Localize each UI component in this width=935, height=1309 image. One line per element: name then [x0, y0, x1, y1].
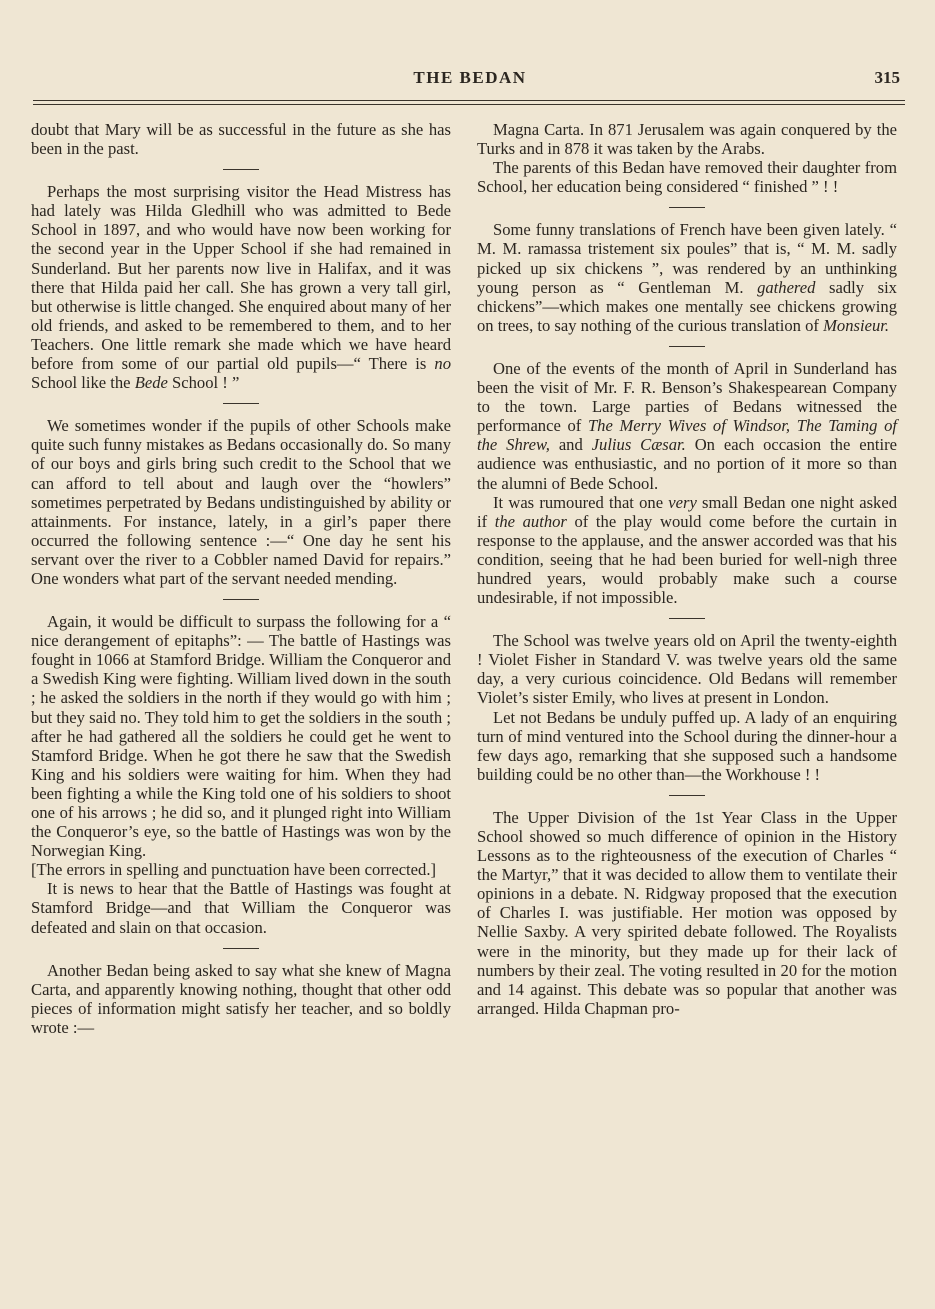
paragraph: doubt that Mary will be as successful in the future as she has been in the past.: [31, 120, 451, 159]
section-divider: [223, 169, 259, 170]
section-divider: [669, 795, 705, 796]
section-divider: [223, 948, 259, 949]
paragraph: Again, it would be difficult to surpass the following for a “ nice derangement of epitaphs”: — The battle of Hastings was fought in 1066 at Stamford Bridge. William the Conqueror and a Swedish King were fighting. William lived down in the south ; he asked the soldiers in the north if they would go with him ; but they said no. They told him to get the soldiers in the south ; after he had gathered all the soldiers he could get he went to Stamford Bridge. When he got there he saw that the Swedish King and his soldiers were waiting for him. When they had been fighting a while the King told one of his soldiers to shoot one of his arrows ; he did so, and it plunged right into William the Conqueror’s eye, so the battle of Hastings was won by the Norwegian King.: [31, 612, 451, 861]
header-rule-thick: [33, 100, 905, 101]
paragraph: The Upper Division of the 1st Year Class in the Upper School showed so much difference of opinion in the History Lessons as to the righteousness of the execution of Charles “ the Martyr,” that it was decided to allow them to ventilate their opinions in a debate. N. Ridgway proposed that the execution of Charles I. was justifiable. Her motion was opposed by Nellie Saxby. A very spirited debate followed. The Royalists were in the minority, but they made up for their lack of numbers by their zeal. The voting resulted in 20 for the motion and 14 against. This debate was so popular that another was arranged. Hilda Chapman pro-: [477, 807, 897, 1018]
section-divider: [223, 403, 259, 404]
left-column: [31, 120, 451, 1037]
journal-title: THE BEDAN: [413, 68, 527, 87]
right-column: [477, 120, 897, 1018]
paragraph: The parents of this Bedan have removed their daughter from School, her education being considered “ finished ” ! !: [477, 158, 897, 197]
paragraph: [The errors in spelling and punctuation have been corrected.]: [31, 860, 436, 880]
paragraph: The School was twelve years old on April the twenty-eighth ! Violet Fisher in Standard V. was twelve years old the same day, a very curious coincidence. Old Bedans will remember Violet’s sister Emily, who lives at present in London.: [477, 631, 897, 708]
page-number: 315: [874, 68, 900, 87]
paragraph: It was rumoured that one very small Bedan one night asked if the author of the play would come before the curtain in response to the applause, and the answer accorded was that his condition, seeing that he had been buried for well-nigh three hundred years, would probably make such a course undesirable, if not impossible.: [477, 492, 897, 608]
paragraph: Perhaps the most surprising visitor the Head Mistress has had lately was Hilda Gledhill who was admitted to Bede School in 1897, and who would have now been working for the second year in the Upper School if she had remained in Sunderland. But her parents now live in Halifax, and it was there that Hilda paid her call. She has grown a very tall girl, but otherwise is little changed. She enquired about many of her old friends, and asked to be remembered to them, and to her Teachers. One little remark she made which we have heard before from some of our partial old pupils—“ There is no School like the Bede School ! ”: [31, 182, 451, 393]
paragraph: Some funny translations of French have been given lately. “ M. M. ramassa tristement six poules” that is, “ M. M. sadly picked up six chickens ”, was rendered by an unthinking young person as “ Gentleman M. gathered sadly six chickens”—which makes one mentally see chickens growing on trees, to say nothing of the curious translation of Monsieur.: [477, 220, 897, 335]
section-divider: [223, 599, 259, 600]
paragraph: One of the events of the month of April in Sunderland has been the visit of Mr. F. R. Benson’s Shakespearean Company to the town. Large parties of Bedans witnessed the performance of The Merry Wives of Windsor, The Taming of the Shrew, and Julius Cæsar. On each occasion the entire audience was enthusiastic, and no portion of it more so than the alumni of Bede School.: [477, 358, 897, 493]
header-rule-thin: [33, 104, 905, 105]
paragraph: It is news to hear that the Battle of Hastings was fought at Stamford Bridge—and that William the Conqueror was defeated and slain on that occasion.: [31, 879, 451, 937]
paragraph: Let not Bedans be unduly puffed up. A lady of an enquiring turn of mind ventured into the School during the dinner-hour a few days ago, remarking that she supposed such a handsome building could be no other than—the Workhouse ! !: [477, 707, 897, 784]
running-header: [30, 64, 910, 94]
section-divider: [669, 618, 705, 619]
paragraph: Another Bedan being asked to say what she knew of Magna Carta, and apparently knowing nothing, thought that other odd pieces of information might satisfy her teacher, and so boldly wrote :—: [31, 960, 451, 1037]
section-divider: [669, 207, 705, 208]
paragraph: We sometimes wonder if the pupils of other Schools make quite such funny mistakes as Bedans occasionally do. So many of our boys and girls bring such credit to the School that we can afford to tell about and laugh over the “howlers” sometimes perpetrated by Bedans undistinguished by ability or attainments. For instance, lately, in a girl’s paper there occurred the following sentence :—“ One day he sent his servant over the river to a Cobbler named David for repairs.” One wonders what part of the servant needed mending.: [31, 416, 451, 588]
section-divider: [669, 346, 705, 347]
paragraph: Magna Carta. In 871 Jerusalem was again conquered by the Turks and in 878 it was taken by the Arabs.: [477, 120, 897, 159]
